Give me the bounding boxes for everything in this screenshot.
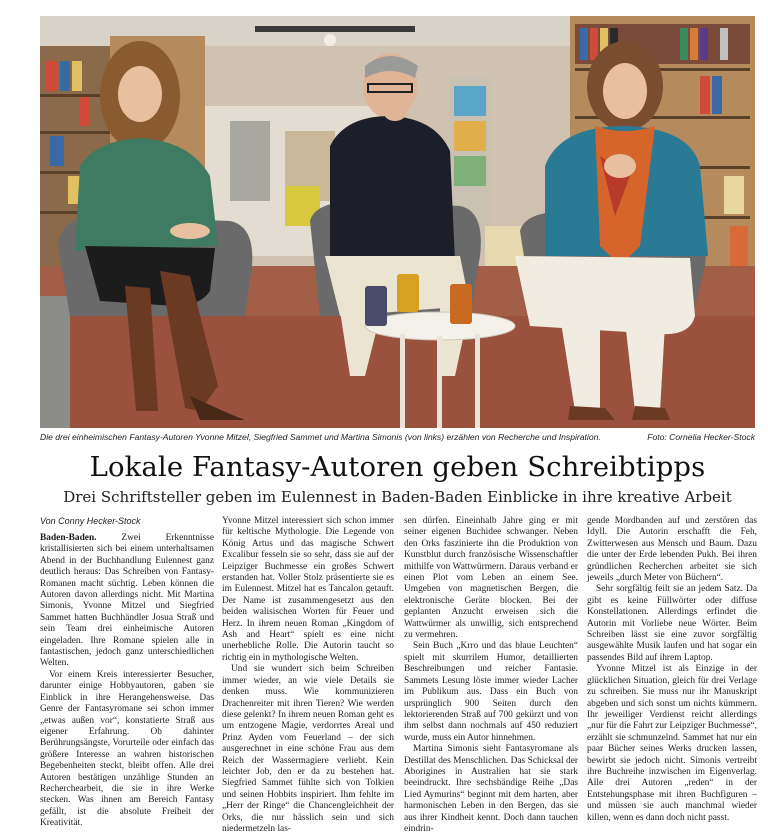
article-column-1 [40, 533, 214, 830]
dateline: Baden-Baden. [40, 533, 97, 543]
article-column-2 [222, 516, 394, 835]
paragraph [40, 533, 214, 670]
article-photo [40, 16, 755, 428]
paragraph: Yvonne Mitzel ist als Einzige in der glücklichen Situation, gleich für drei Verlage zu schreiben. Sie muss nur ihr Manuskript abgeben und sich sonst um nichts kümmern. Ihr jeweiliger Verdienst reicht allerdings „nur für die Fahrt zur Leipziger Buchmesse“, erzählt sie schmunzelnd. Sammet hat nur ein paar Bücher seines Werks drucken lassen, bewirbt sie jedoch nicht. Simonis vertreibt ihre Buchreihe inzwischen im Eigenverlag. Alle drei Autoren „reden“ in der Entstehungsphase mit ihren Buchfiguren – und müssen sie auch manchmal wieder killen, wenn es dann doch nicht passt. [587, 664, 757, 823]
caption-text: Die drei einheimischen Fantasy-Autoren Yvonne Mitzel, Siegfried Sammet und Martina Simonis (von links) erzählen von Recherche und Inspiration. [40, 432, 601, 442]
subheadline: Drei Schriftsteller geben im Eulennest in Baden-Baden Einblicke in ihre kreative Arbeit [63, 488, 732, 506]
photo-caption [40, 432, 755, 446]
article-column-3 [404, 516, 578, 835]
byline: Von Conny Hecker-Stock [40, 516, 141, 526]
paragraph: Vor einem Kreis interessierter Besucher, darunter einige Hobbyautoren, gaben sie Einblick in ihre Herangehensweise. Das Genre der Fantasyromane sei schon immer „etwas außen vor“, konstatierte Straß aus eigener Erfahrung. Ob dahinter Berührungsängste, Vorurteile oder einfach das größere Interesse an wahren historischen Begebenheiten steckt, bleibt offen. Alle drei Autoren bestätigen unzählige Stunden an Recherchearbeit, die sie in ihre Werke stecken. Was ihnen am Bereich Fantasy gefällt, ist die absolute Freiheit der Kreativität. [40, 669, 214, 829]
photo-credit: Foto: Cornelia Hecker-Stock [647, 432, 755, 442]
paragraph: Sehr sorgfältig feilt sie an jedem Satz. Da gibt es keine Füllwörter oder diffuse Konstellationen. Allerdings erfindet die Autorin mit Vorliebe neue Wörter. Beim Schreiben lässt sie eine zuvor sorgfältig ausgewählte Musik laufen und hat sogar ein passendes Bild auf ihrem Laptop. [587, 584, 757, 663]
paragraph: Martina Simonis sieht Fantasyromane als Destillat des Menschlichen. Das Schicksal der Aborigines in Australien hat sie stark beeindruckt. Ihre sechsbändige Reihe „Das Lied Aymurins“ beginnt mit dem harten, aber harmonischen Leben in den Bergen, das sie aus ihrer Kindheit kennt. Doch dann tauchen eindrin- [404, 744, 578, 834]
article-column-4 [587, 516, 757, 824]
paragraph: Und sie wundert sich beim Schreiben immer wieder, an wie viele Details sie denken muss. Wie kommunizieren Drachenreiter mit ihren Tieren? Wie werden diese gelenkt? In ihrem neuen Roman geht es um entzogene Magie, verdorrtes Areal und Prinz Ayden vom Feuerland – der sich ausgerechnet in eine schöne Frau aus dem Reich der Wassermagiere verliebt. Kein leichter Job, den er da zu bestehen hat. Siegfried Sammet fühlte sich von Tolkien und seinen Hobbits inspiriert. Ihm fehlte im „Herr der Ringe“ die Chancengleichheit der Orks, die nur hässlich sein und sich niedermetzeln las- [222, 664, 394, 834]
paragraph: sen dürfen. Eineinhalb Jahre ging er mit seiner eigenen Buchidee schwanger. Neben den Orks faszinierte ihn die Produktion von Kunstblut durch französische Wissenschaftler mithilfe von Wattwürmern. Daraus verband er einen Plot vom Leben an einem See. Umgeben von magnetischen Bergen, die elektronische Geräte blocken. Bei der geplanten Anzucht erweisen sich die Wattwürmer als unwillig, sich entsprechend zu vermehren. [404, 516, 578, 641]
paragraph: Yvonne Mitzel interessiert sich schon immer für keltische Mythologie. Die Legende von König Artus und das magische Schwert Excalibur fesseln sie so sehr, dass sie auf der Leipziger Buchmesse ein großes Schwert erstanden hat. Voller Stolz präsentierte sie es im Eulennest. Mitzel hat es Tancalon getauft. Der Name ist zusammengesetzt aus den beiden walisischen Worten für Feuer und Herz. In ihrem neuen Roman „Kingdom of Ash and Heart“ spielt es eine nicht unerhebliche Rolle. Die Autorin taucht so richtig ein in mythologische Welten. [222, 516, 394, 663]
paragraph: gende Mordbanden auf und zerstören das Idyll. Die Autorin erschafft die Feh, Zwitterwesen aus Mensch und Baum. Dazu die unter der Erde lebenden Pukh. Bei ihren gründlichen Recherchen arbeitet sie sich jeweils „durch Meter von Büchern“. [587, 516, 757, 584]
headline: Lokale Fantasy-Autoren geben Schreibtipps [89, 451, 706, 483]
paragraph: Sein Buch „Krro und das blaue Leuchten“ spielt mit skurrilem Humor, detaillierten Beschreibungen und reicher Fantasie. Sammets Lesung löste immer wieder Lacher im Publikum aus. Dass ein Buch von ursprünglich 900 Seiten durch den lektorierenden Straß auf 700 gekürzt und von ihm selbst dann nochmals auf 450 reduziert wurde, muss ein Autor hinnehmen. [404, 641, 578, 743]
paragraph-text: Zwei Erkenntnisse kristallisierten sich bei einem unterhaltsamen Abend in der Buchhandlung Eulennest ganz deutlich heraus: Das Schreiben von Fantasy-Romanen macht süchtig. Leben können die Autoren davon allerdings nicht. Mit Martina Simonis, Yvonne Mitzel und Siegfried Sammet hatten Buchhändler Josua Straß und sein Team drei einheimische Autoren eingeladen. Ihre Romane spielen alle in fantastischen, jedoch ganz unterschiedlichen Welten. [40, 533, 214, 669]
